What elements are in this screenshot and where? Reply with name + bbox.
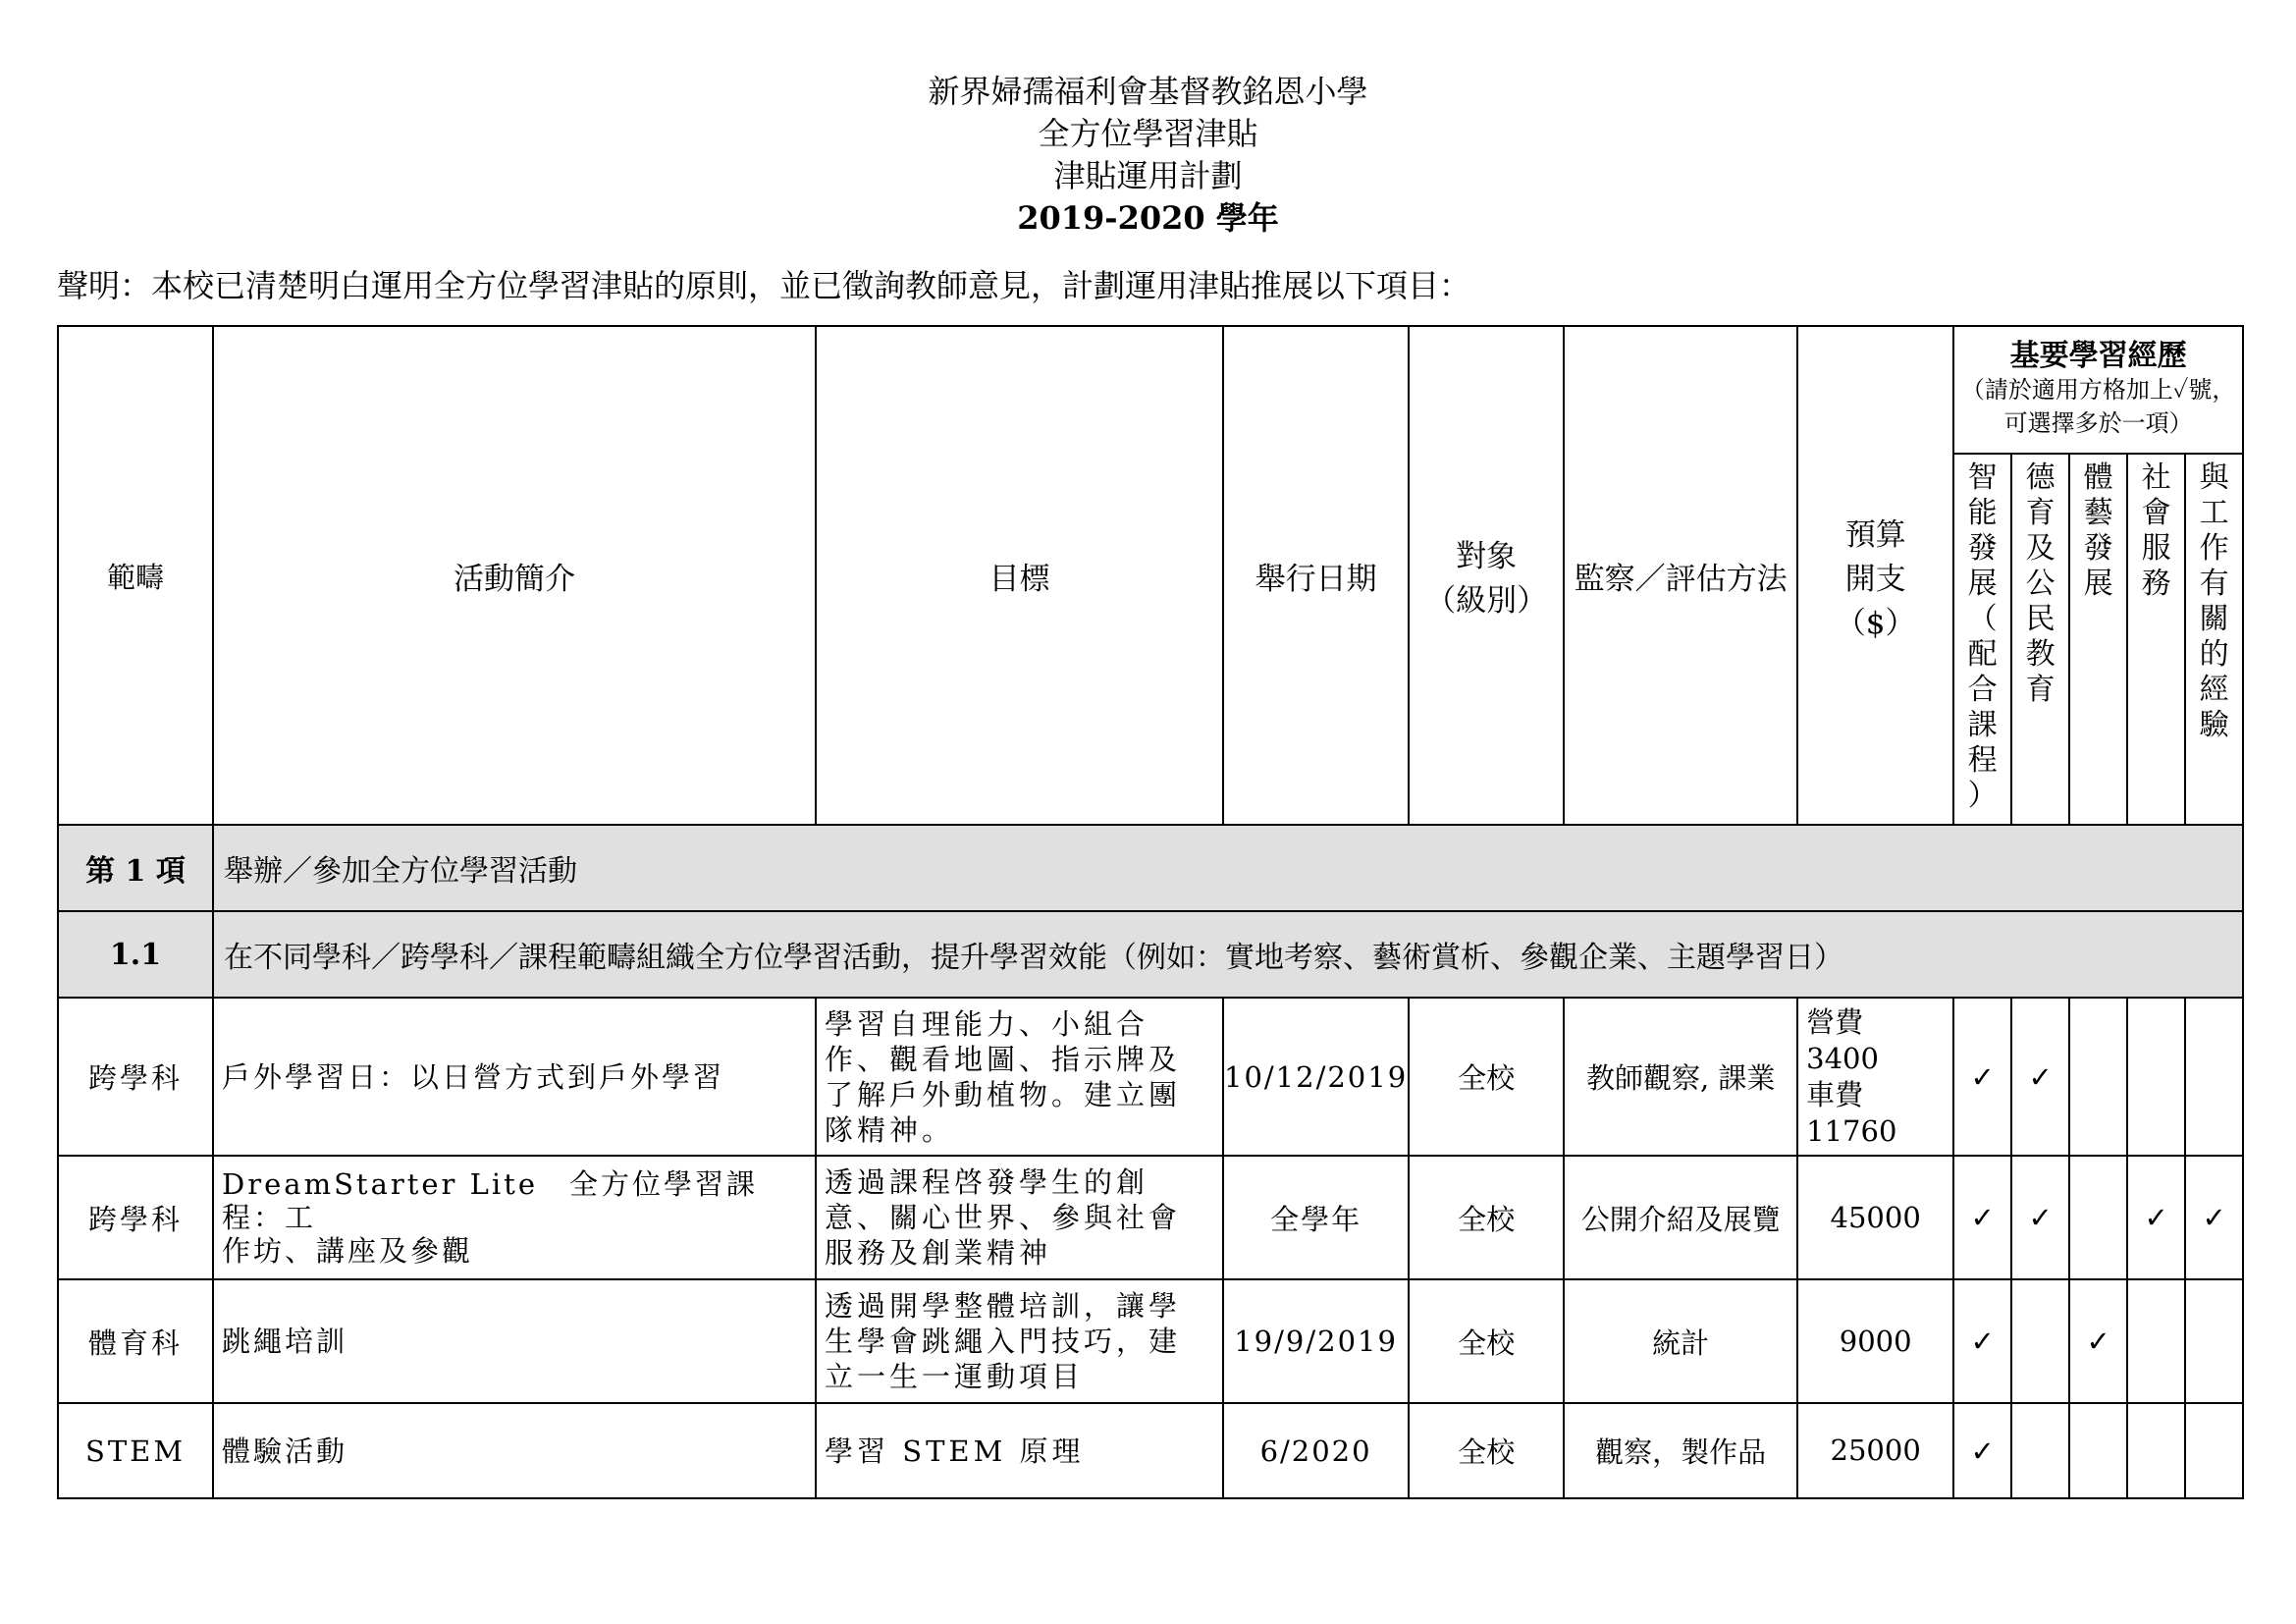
row-objective-line: 隊精神。	[825, 1112, 955, 1147]
row-budget	[1797, 1279, 1953, 1403]
vertical-header-char: 驗	[2199, 708, 2229, 742]
vertical-header-char: 育	[2025, 673, 2056, 707]
plan-table	[57, 325, 2244, 1499]
vertical-header-char: 與	[2199, 460, 2229, 495]
row-category	[58, 998, 213, 1156]
vertical-header-char: 的	[2199, 637, 2229, 672]
col-header-aesthetic-physical-development	[2069, 454, 2127, 825]
table-row	[58, 1156, 2243, 1279]
program-name: 全方位學習津貼	[1038, 115, 1258, 152]
tick-community-service: ✓	[2127, 1156, 2185, 1279]
col-header-category: 範疇	[58, 326, 213, 825]
vertical-header-char: 民	[2025, 602, 2056, 636]
row-objective-line: 透過開學整體培訓，讓學	[825, 1289, 1182, 1323]
tick-aesthetic-physical	[2069, 1403, 2127, 1498]
row-category	[58, 1279, 213, 1403]
vertical-header-char: 育	[2025, 496, 2056, 530]
row-activity	[213, 1156, 816, 1279]
tick-community-service	[2127, 1403, 2185, 1498]
row-category-line: STEM	[84, 1434, 187, 1468]
vertical-header-char: 務	[2141, 567, 2171, 601]
vertical-header-char: 能	[1967, 496, 1998, 530]
table-row	[58, 1279, 2243, 1403]
col-header-moral-civic-education	[2011, 454, 2069, 825]
vertical-header-char: 教	[2025, 637, 2056, 672]
row-objective-line: 了解戶外動植物。建立團	[825, 1077, 1182, 1111]
vertical-header-char: （	[1967, 602, 1998, 636]
vertical-header-char: 發	[2083, 531, 2113, 566]
row-category	[58, 1403, 213, 1498]
vertical-header-char: 展	[1967, 567, 1998, 601]
vertical-header-char: 發	[1967, 531, 1998, 566]
table-row	[58, 1403, 2243, 1498]
tick-career-related	[2185, 1403, 2243, 1498]
vertical-header-char: 服	[2141, 531, 2171, 566]
col-header-evaluation: 監察／評估方法	[1564, 326, 1797, 825]
vertical-header-char: 智	[1967, 460, 1998, 495]
vertical-header-char: 德	[2025, 460, 2056, 495]
row-evaluation-line: 教師觀察, 課業	[1585, 1061, 1776, 1095]
tick-aesthetic-physical: ✓	[2069, 1279, 2127, 1403]
tick-aesthetic-physical	[2069, 998, 2127, 1156]
target-sub-label: （級別）	[1425, 583, 1548, 619]
tick-moral-civic: ✓	[2011, 998, 2069, 1156]
row-budget-line: 車費 11760	[1806, 1077, 1897, 1148]
row-category	[58, 1156, 213, 1279]
col-header-career-related-experiences	[2185, 454, 2243, 825]
row-date-line: 6/2020	[1259, 1434, 1372, 1468]
row-evaluation	[1564, 998, 1797, 1156]
tick-career-related: ✓	[2185, 1156, 2243, 1279]
row-objective	[816, 1403, 1223, 1498]
row-evaluation	[1564, 1403, 1797, 1498]
key-experiences-title: 基要學習經歷	[2009, 339, 2187, 373]
row-date	[1223, 998, 1409, 1156]
row-budget	[1797, 1156, 1953, 1279]
declaration-statement: 聲明：本校已清楚明白運用全方位學習津貼的原則，並已徵詢教師意見，計劃運用津貼推展以下項目：	[57, 267, 1471, 304]
row-budget-line: 45000	[1830, 1200, 1921, 1234]
row-activity-line: DreamStarter Lite 全方位學習課程：工	[222, 1167, 758, 1234]
school-year: 2019-2020 學年	[1017, 199, 1279, 237]
tick-career-related	[2185, 998, 2243, 1156]
row-evaluation	[1564, 1279, 1797, 1403]
vertical-header-char: 會	[2141, 496, 2171, 530]
col-header-community-service	[2127, 454, 2185, 825]
row-budget-line: 9000	[1839, 1324, 1912, 1358]
section-number: 1.1	[58, 911, 213, 998]
table-row	[58, 998, 2243, 1156]
document-title-block	[0, 71, 2296, 240]
row-date-line: 全學年	[1270, 1202, 1362, 1236]
row-target	[1409, 998, 1564, 1156]
row-activity-line: 作坊、講座及參觀	[222, 1234, 474, 1268]
row-activity	[213, 1279, 816, 1403]
row-activity	[213, 1403, 816, 1498]
row-objective-line: 服務及創業精神	[825, 1236, 1052, 1270]
key-experiences-note: （請於適用方格加上✓號，	[1960, 376, 2236, 404]
col-header-objective: 目標	[816, 326, 1223, 825]
row-category-line: 跨學科	[87, 1202, 183, 1236]
target-label: 對象	[1456, 539, 1518, 574]
row-budget	[1797, 998, 1953, 1156]
vertical-header-char: 程	[1967, 743, 1998, 778]
vertical-header-char: 關	[2199, 602, 2229, 636]
vertical-header-char: 公	[2025, 567, 2056, 601]
vertical-header-char: 工	[2199, 496, 2229, 530]
section-row	[58, 911, 2243, 998]
section-number: 第 1 項	[58, 825, 213, 911]
section-title: 舉辦／參加全方位學習活動	[213, 825, 2243, 911]
vertical-header-char: 配	[1967, 637, 1998, 672]
section-title: 在不同學科／跨學科／課程範疇組織全方位學習活動，提升學習效能（例如：實地考察、藝術賞析、參觀企業、主題學習日）	[213, 911, 2243, 998]
vertical-header-char: 作	[2199, 531, 2229, 566]
row-evaluation-line: 觀察，製作品	[1595, 1435, 1767, 1469]
row-date	[1223, 1279, 1409, 1403]
section-row	[58, 825, 2243, 911]
row-objective-line: 意、關心世界、參與社會	[825, 1201, 1182, 1234]
vertical-header-char: 社	[2141, 460, 2171, 495]
row-evaluation	[1564, 1156, 1797, 1279]
row-objective-line: 學習 STEM 原理	[825, 1434, 1085, 1468]
col-header-budget	[1797, 326, 1953, 825]
tick-community-service	[2127, 998, 2185, 1156]
vertical-header-char: 展	[2083, 567, 2113, 601]
row-budget-line: 營費 3400	[1806, 1004, 1893, 1075]
row-target	[1409, 1403, 1564, 1498]
tick-aesthetic-physical	[2069, 1156, 2127, 1279]
row-budget	[1797, 1403, 1953, 1498]
vertical-header-char: 合	[1967, 673, 1998, 707]
vertical-header-char: 經	[2199, 673, 2229, 707]
tick-moral-civic	[2011, 1279, 2069, 1403]
budget-label-2: 開支	[1844, 561, 1906, 597]
col-header-activity: 活動簡介	[213, 326, 816, 825]
tick-career-related	[2185, 1279, 2243, 1403]
vertical-header-char: 及	[2025, 531, 2056, 566]
vertical-header-char: 課	[1967, 708, 1998, 742]
row-objective	[816, 1156, 1223, 1279]
row-budget-line: 25000	[1830, 1434, 1921, 1467]
row-activity-line: 跳繩培訓	[222, 1325, 348, 1358]
row-activity-line: 戶外學習日：以日營方式到戶外學習	[222, 1059, 725, 1094]
col-header-date: 舉行日期	[1223, 326, 1409, 825]
row-objective-line: 生學會跳繩入門技巧，建	[825, 1325, 1182, 1358]
row-objective-line: 作、觀看地圖、指示牌及	[825, 1042, 1182, 1076]
vertical-header-char: 有	[2199, 567, 2229, 601]
row-date	[1223, 1403, 1409, 1498]
row-target-line: 全校	[1458, 1435, 1516, 1469]
row-objective-line: 透過課程啓發學生的創	[825, 1165, 1149, 1199]
tick-intellectual: ✓	[1953, 998, 2011, 1156]
row-evaluation-line: 公開介紹及展覽	[1580, 1202, 1781, 1236]
row-date	[1223, 1156, 1409, 1279]
tick-intellectual: ✓	[1953, 1156, 2011, 1279]
row-category-line: 體育科	[87, 1326, 183, 1360]
row-evaluation-line: 統計	[1652, 1326, 1710, 1360]
row-activity	[213, 998, 816, 1156]
key-experiences-note-2: 可選擇多於一項）	[2003, 409, 2193, 437]
row-objective-line: 學習自理能力、小組合	[825, 1006, 1149, 1041]
row-target-line: 全校	[1458, 1326, 1516, 1360]
col-header-intellectual-development	[1953, 454, 2011, 825]
row-objective	[816, 1279, 1223, 1403]
vertical-header-char: 體	[2083, 460, 2113, 495]
row-activity-line: 體驗活動	[222, 1434, 348, 1468]
col-header-key-experiences	[1953, 326, 2243, 454]
tick-intellectual: ✓	[1953, 1403, 2011, 1498]
row-objective	[816, 998, 1223, 1156]
budget-currency: （$）	[1835, 605, 1916, 641]
row-target-line: 全校	[1458, 1202, 1516, 1236]
row-date-line: 10/12/2019	[1224, 1059, 1409, 1094]
tick-intellectual: ✓	[1953, 1279, 2011, 1403]
tick-moral-civic	[2011, 1403, 2069, 1498]
row-target	[1409, 1156, 1564, 1279]
row-target-line: 全校	[1458, 1061, 1516, 1095]
tick-community-service	[2127, 1279, 2185, 1403]
plan-title: 津貼運用計劃	[1053, 157, 1243, 194]
row-category-line: 跨學科	[87, 1061, 183, 1095]
tick-moral-civic: ✓	[2011, 1156, 2069, 1279]
school-name: 新界婦孺福利會基督教銘恩小學	[928, 73, 1368, 110]
budget-label: 預算	[1844, 516, 1906, 553]
vertical-header-char: ）	[1967, 779, 1998, 813]
vertical-header-char: 藝	[2083, 496, 2113, 530]
row-target	[1409, 1279, 1564, 1403]
col-header-target	[1409, 326, 1564, 825]
row-date-line: 19/9/2019	[1234, 1325, 1398, 1358]
row-objective-line: 立一生一運動項目	[825, 1360, 1085, 1393]
